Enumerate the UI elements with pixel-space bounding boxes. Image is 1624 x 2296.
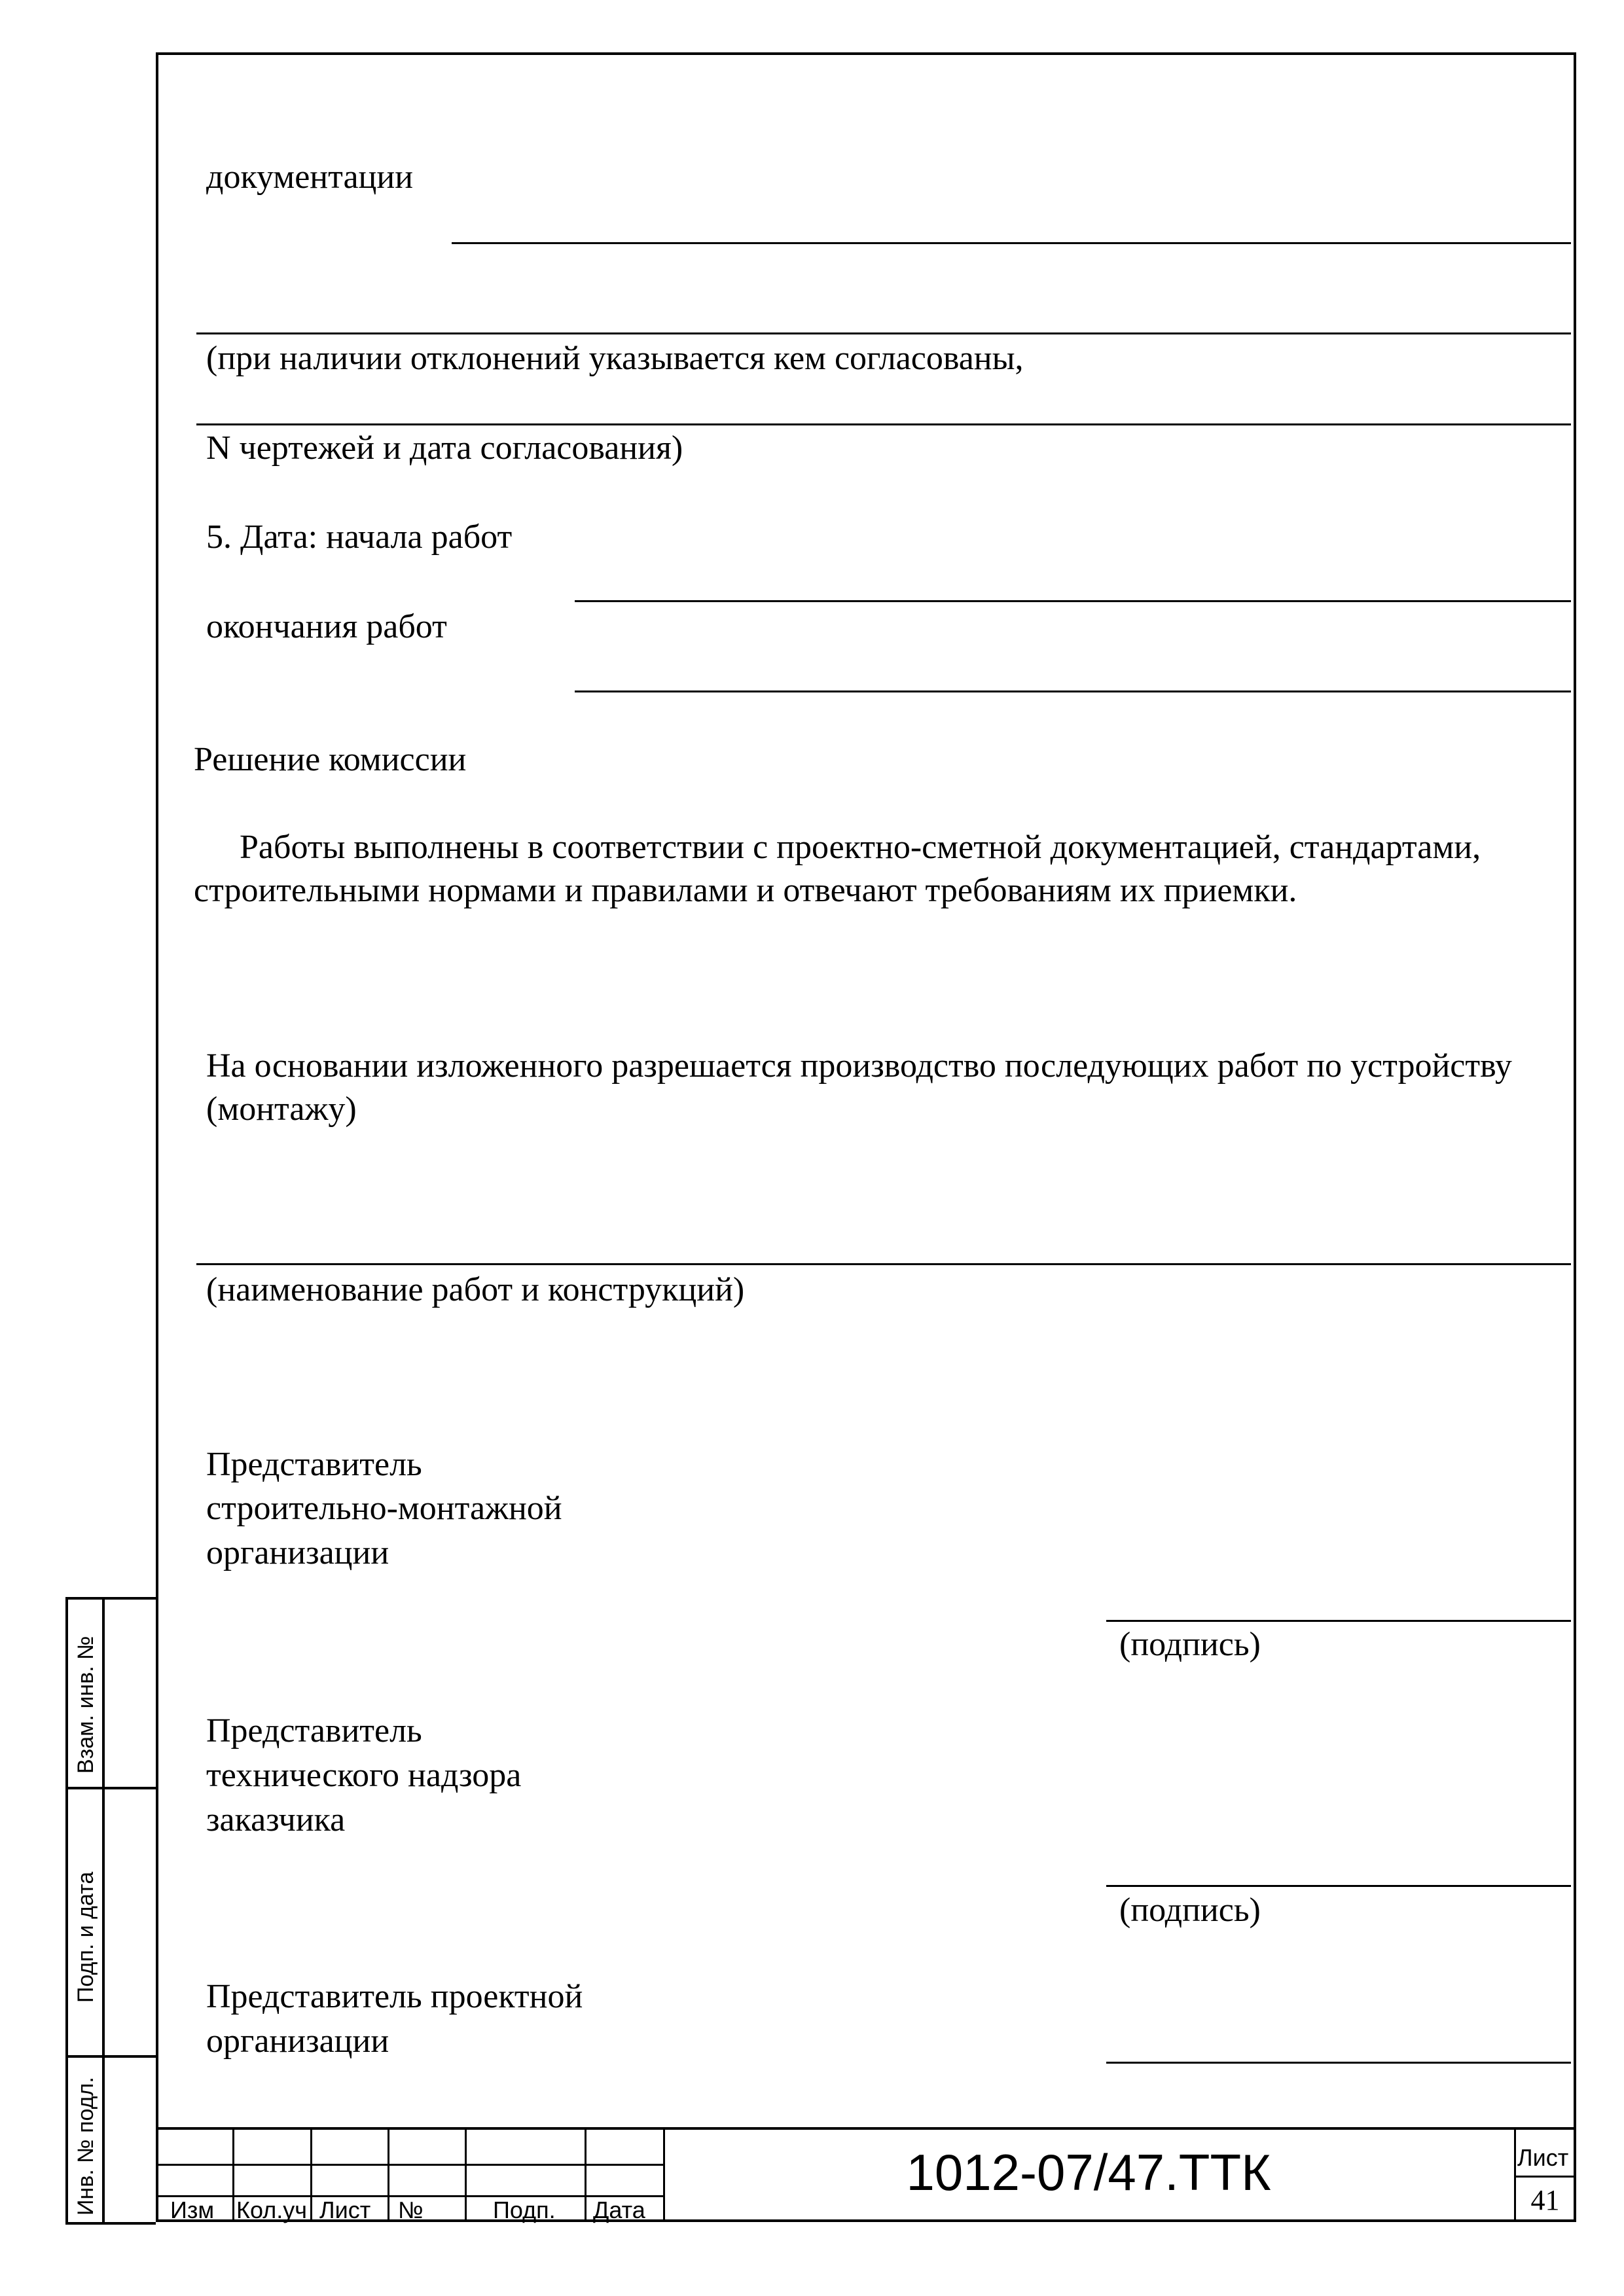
col-podp: Подп. [493, 2197, 556, 2223]
col-number: № [398, 2197, 424, 2223]
permission-text: На основании изложенного разрешается производство последующих работ по устройству (монтажу) [206, 1047, 1512, 1128]
rep2-signature-caption: (подпись) [1119, 1892, 1261, 1929]
deviation-note-1: (при наличии отклонений указывается кем согласованы, [206, 340, 1024, 377]
sheet-number: 41 [1530, 2184, 1560, 2216]
rep3-line1: Представитель проектной [206, 1978, 583, 2015]
deviation-note-2: N чертежей и дата согласования) [206, 429, 683, 467]
decision-heading: Решение комиссии [194, 741, 467, 778]
col-izm: Изм [170, 2197, 215, 2223]
works-caption: (наименование работ и конструкций) [206, 1271, 745, 1308]
rep1-line1: Представитель [206, 1446, 422, 1483]
deviation-line-2 [196, 423, 1571, 425]
documentation-line [452, 242, 1571, 244]
col-data: Дата [593, 2197, 645, 2223]
deviation-line [196, 332, 1571, 334]
rep2-line1: Представитель [206, 1712, 422, 1749]
inv-orig-label: Инв. № подл. [73, 2077, 98, 2215]
rep1-line2: строительно-монтажной [206, 1490, 562, 1527]
rep1-signature-line [1106, 1620, 1571, 1622]
rep2-line3: заказчика [206, 1801, 346, 1839]
date-end-line [575, 691, 1571, 692]
date-start-label: 5. Дата: начала работ [206, 518, 513, 556]
doc-code: 1012-07/47.ТТК [906, 2144, 1271, 2201]
rep1-line3: организации [206, 1534, 389, 1571]
rep3-signature-line [1106, 2062, 1571, 2064]
rep1-signature-caption: (подпись) [1119, 1626, 1261, 1663]
col-list: Лист [319, 2197, 371, 2223]
date-start-line [575, 600, 1571, 602]
rep3-line2: организации [206, 2022, 389, 2060]
works-line [196, 1263, 1571, 1265]
rep2-line2: технического надзора [206, 1757, 522, 1794]
replace-inv-label: Взам. инв. № [73, 1636, 98, 1774]
title-block [156, 2127, 1576, 2222]
documentation-label: документации [206, 158, 414, 196]
rep2-signature-line [1106, 1885, 1571, 1887]
date-end-label: окончания работ [206, 608, 447, 645]
binding-strip [65, 1597, 156, 2222]
sheet-label: Лист [1517, 2144, 1569, 2171]
decision-text: Работы выполнены в соответствии с проектно-сметной документацией, стандартами, строительными нормами и правилами и отвечают требованиям их приемки. [194, 829, 1481, 909]
sign-date-label: Подп. и дата [73, 1871, 98, 2003]
col-kol-uch: Кол.уч [236, 2197, 307, 2223]
